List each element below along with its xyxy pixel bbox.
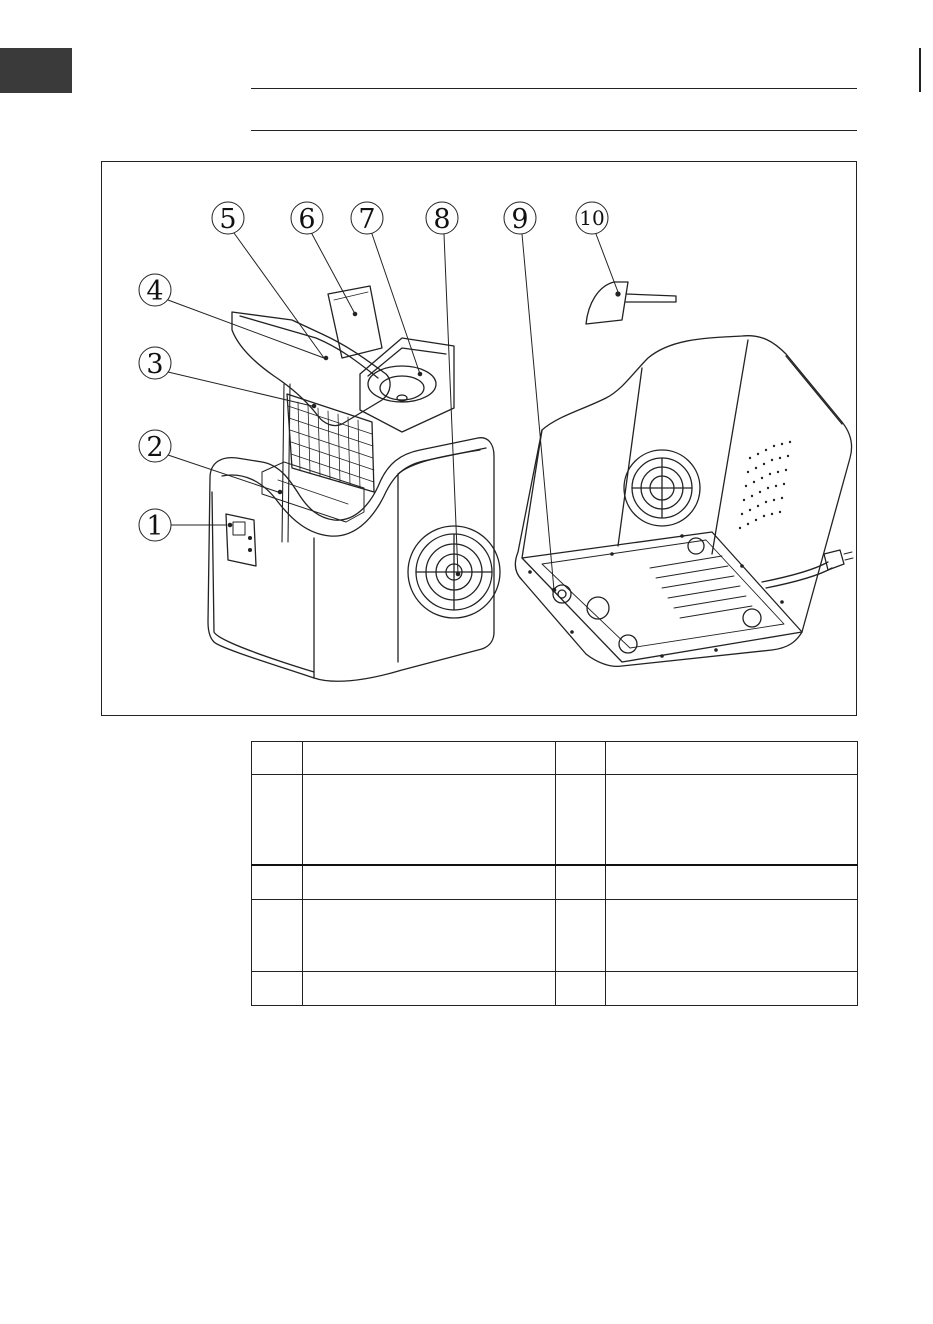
table-cell bbox=[303, 972, 556, 1006]
callout-1: 1 bbox=[146, 511, 164, 542]
table-cell bbox=[606, 972, 858, 1006]
callout-4: 4 bbox=[146, 276, 164, 307]
table-cell bbox=[252, 865, 303, 900]
table-row bbox=[252, 742, 858, 775]
table-cell bbox=[606, 742, 858, 775]
table-cell bbox=[303, 900, 556, 972]
parts-table bbox=[251, 741, 858, 1006]
table-row bbox=[252, 775, 858, 865]
page-edge-mark bbox=[919, 48, 921, 92]
table-cell bbox=[606, 775, 858, 865]
table-cell bbox=[606, 865, 858, 900]
table-cell bbox=[303, 775, 556, 865]
header-rule-bottom bbox=[251, 130, 857, 131]
device-overview-figure bbox=[101, 161, 857, 716]
callout-5: 5 bbox=[219, 204, 237, 235]
table-cell bbox=[556, 742, 606, 775]
table-cell bbox=[252, 972, 303, 1006]
table-cell bbox=[303, 742, 556, 775]
table-row bbox=[252, 900, 858, 972]
table-cell bbox=[303, 865, 556, 900]
table-cell bbox=[606, 900, 858, 972]
table-row bbox=[252, 972, 858, 1006]
callout-3: 3 bbox=[146, 349, 164, 380]
language-tab-marker bbox=[0, 48, 72, 93]
table-row bbox=[252, 865, 858, 900]
callout-2: 2 bbox=[146, 432, 164, 463]
callout-6: 6 bbox=[298, 204, 316, 235]
ice-scoop-illustration bbox=[586, 282, 676, 324]
header-rule-top bbox=[251, 88, 857, 89]
table-cell bbox=[252, 775, 303, 865]
device-illustration bbox=[102, 162, 858, 717]
ice-maker-bottom-view bbox=[515, 336, 853, 667]
table-cell bbox=[252, 742, 303, 775]
table-cell bbox=[556, 972, 606, 1006]
callout-8: 8 bbox=[433, 204, 451, 235]
callout-9: 9 bbox=[511, 204, 529, 235]
table-cell bbox=[556, 865, 606, 900]
callout-7: 7 bbox=[358, 204, 376, 235]
table-cell bbox=[252, 900, 303, 972]
callout-10: 10 bbox=[579, 206, 605, 230]
table-cell bbox=[556, 900, 606, 972]
table-cell bbox=[556, 775, 606, 865]
